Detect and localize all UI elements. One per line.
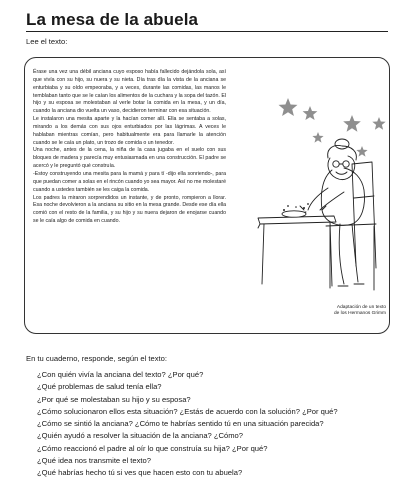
story-text [33,69,226,226]
page-title: La mesa de la abuela [26,10,199,29]
intro-instruction: Lee el texto: [26,37,68,46]
grandmother-at-table-illustration [248,98,386,294]
story-paragraph: Le instalaron una mesita aparte y la hacían comer allí. Ella se sentaba a solas, mirando a los demás con sus ojos enturbiados por las lágrimas. A veces le hablaban mientras comían, pero habitualmente era para llamarle la atención cuando se le caía un plato, un trozo de comida o un tenedor. [33,116,226,146]
star-icon [312,132,323,143]
star-icon [279,98,298,116]
story-paragraph: -Estoy construyendo una mesita para la mamá y para tí -dijo ella sonriendo-, para que puedan comer a solas en el rincón cuando yo sea mayor. Así no me molestaré cuando a ustedes también se les caiga la comida. [33,170,226,193]
story-paragraph: Una noche, antes de la cena, la niña de la casa jugaba en el suelo con sus bloques de madera y parecía muy entusiasmada en una construcción. El padre se acercó y le preguntó qué construía. [33,147,226,170]
question-item: ¿Cómo reaccionó el padre al oír lo que construía su hija? ¿Por qué? [37,443,268,453]
question-item: ¿Qué habrías hecho tú si ves que hacen esto con tu abuela? [37,468,243,478]
story-source-caption [328,305,386,317]
title-underline [26,31,388,32]
question-item: ¿Con quién vivía la anciana del texto? ¿Por qué? [37,370,204,379]
question-item: ¿Qué problemas de salud tenía ella? [37,382,162,392]
question-item: ¿Qué idea nos transmite el texto? [37,456,151,466]
star-icon [372,117,385,130]
caption-line: Adaptación de un texto [336,305,386,310]
question-item: ¿Cómo se sintió la anciana? ¿Cómo te habrías sentido tú en una situación parecida? [37,419,324,429]
star-icon [343,115,361,132]
star-icon [303,106,318,120]
question-list [37,369,407,480]
question-item: ¿Por qué se molestaban su hijo y su esposa? [37,394,191,404]
story-paragraph: Los padres la miraron sorprendidos un instante, y de pronto, rompieron a llorar. Esa noche devolvieron a la anciana su sitio en la mesa grande. Desde ese día ella comió con el resto de la familia, y su hijo y su nuera dejaron de enojarse cuando se le caía algo de comida en cuando. [33,194,226,225]
question-item: ¿Quién ayudó a resolver la situación de la anciana? ¿Cómo? [37,431,243,441]
question-item: ¿Cómo solucionaron ellos esta situación? ¿Estás de acuerdo con la solución? ¿Por qué? [37,406,338,416]
star-icon [356,146,367,157]
caption-line: de los Hermanos Grimm [334,311,386,316]
questions-instruction: En tu cuaderno, responde, según el texto: [26,354,168,363]
story-paragraph: Érase una vez una débil anciana cuyo esposo había fallecido dejándola sola, así que vivía con su hijo, su nuera y su nieta. Día tras día la vista de la anciana se enturbiaba y su oído empeoraba, y a veces, durante las comidas, las manos le temblaban tanto que se le caían los alimentos de la cuchara y la sopa del tazón. El hijo y su esposa se molestaban al verle botar la comida en la mesa, y un día, cuando la anciana dio vuelta un vaso, decidieron terminar con esa situación. [33,69,226,115]
